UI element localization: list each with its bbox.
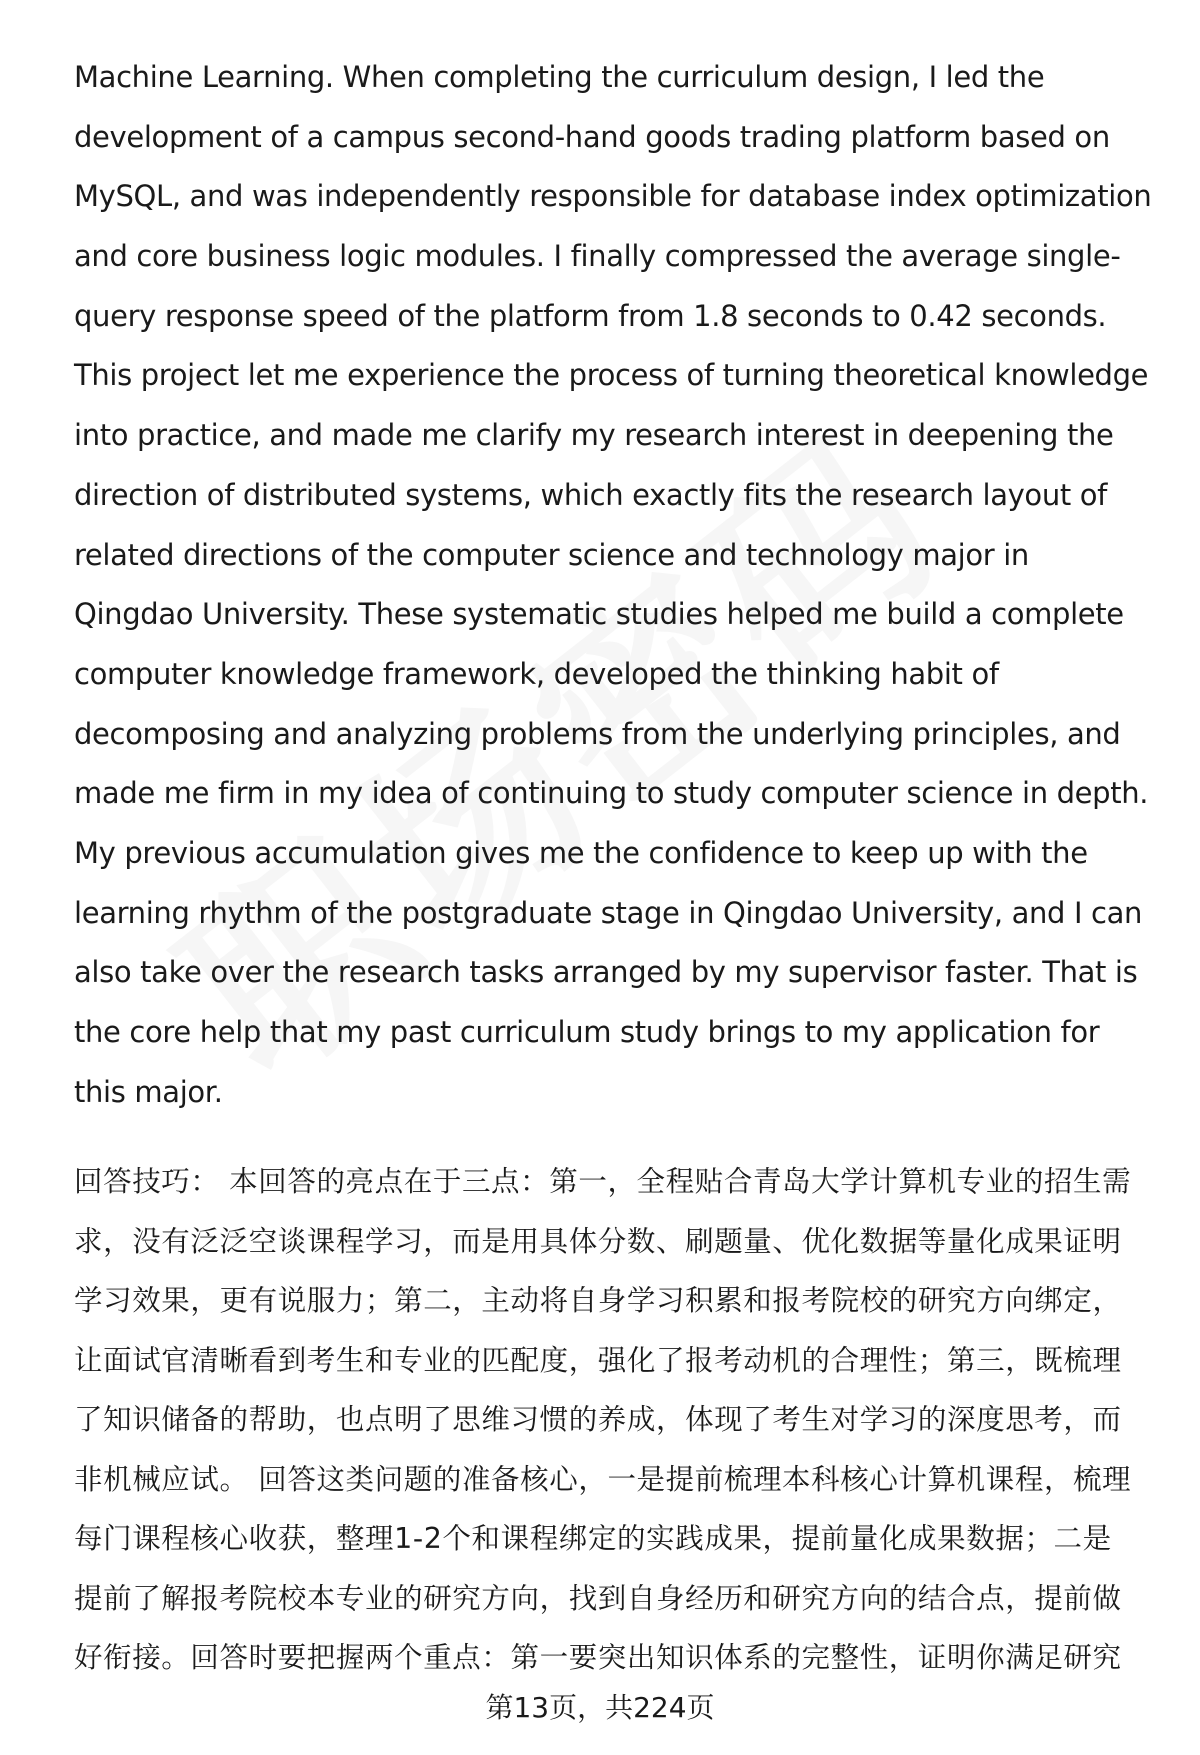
paragraph-line: development of a campus second-hand goods trading platform based on bbox=[74, 119, 1110, 154]
page-indicator: 第13页，共224页 bbox=[485, 1691, 715, 1724]
tips-line: 求，没有泛泛空谈课程学习，而是用具体分数、刷题量、优化数据等量化成果证明 bbox=[74, 1224, 1122, 1258]
paragraph-line: My previous accumulation gives me the confidence to keep up with the bbox=[74, 835, 1088, 870]
tips-paragraph bbox=[74, 1152, 1164, 1688]
paragraph-line: and core business logic modules. I finally compressed the average single- bbox=[74, 239, 1121, 274]
paragraph-line: MySQL, and was independently responsible for database index optimization bbox=[74, 179, 1152, 214]
paragraph-line: learning rhythm of the postgraduate stage in Qingdao University, and I can bbox=[74, 895, 1143, 930]
paragraph-line: decomposing and analyzing problems from the underlying principles, and bbox=[74, 716, 1121, 751]
tips-line: 好衔接。回答时要把握两个重点：第一要突出知识体系的完整性，证明你满足研究 bbox=[74, 1641, 1122, 1674]
paragraph-line: direction of distributed systems, which exactly fits the research layout of bbox=[74, 477, 1107, 512]
paragraph-line: This project let me experience the process of turning theoretical knowledge bbox=[74, 358, 1149, 393]
paragraph-line: made me firm in my idea of continuing to study computer science in depth. bbox=[74, 776, 1149, 811]
body-paragraph bbox=[74, 48, 1160, 1122]
paragraph-line: computer knowledge framework, developed the thinking habit of bbox=[74, 656, 999, 691]
tips-line: 让面试官清晰看到考生和专业的匹配度，强化了报考动机的合理性；第三，既梳理 bbox=[74, 1343, 1122, 1377]
paragraph-line: the core help that my past curriculum study brings to my application for bbox=[74, 1015, 1100, 1049]
paragraph-line: into practice, and made me clarify my research interest in deepening the bbox=[74, 418, 1114, 453]
tips-line: 回答技巧： 本回答的亮点在于三点：第一，全程贴合青岛大学计算机专业的招生需 bbox=[74, 1165, 1132, 1198]
tips-line: 了知识储备的帮助，也点明了思维习惯的养成，体现了考生对学习的深度思考，而 bbox=[74, 1403, 1122, 1436]
paragraph-line: Machine Learning. When completing the curriculum design, I led the bbox=[74, 60, 1045, 94]
tips-line: 每门课程核心收获，整理1-2个和课程绑定的实践成果，提前量化成果数据；二是 bbox=[74, 1522, 1112, 1555]
paragraph-line: Qingdao University. These systematic studies helped me build a complete bbox=[74, 597, 1124, 632]
paragraph-line: also take over the research tasks arranged by my supervisor faster. That is bbox=[74, 955, 1138, 990]
tips-line: 非机械应试。 回答这类问题的准备核心，一是提前梳理本科核心计算机课程，梳理 bbox=[74, 1462, 1132, 1496]
paragraph-line: related directions of the computer science and technology major in bbox=[74, 537, 1029, 572]
tips-line: 提前了解报考院校本专业的研究方向，找到自身经历和研究方向的结合点，提前做 bbox=[74, 1581, 1122, 1615]
tips-line: 学习效果，更有说服力；第二，主动将自身学习积累和报考院校的研究方向绑定， bbox=[74, 1284, 1122, 1317]
paragraph-line: this major. bbox=[74, 1074, 223, 1109]
paragraph-line: query response speed of the platform from 1.8 seconds to 0.42 seconds. bbox=[74, 298, 1107, 333]
